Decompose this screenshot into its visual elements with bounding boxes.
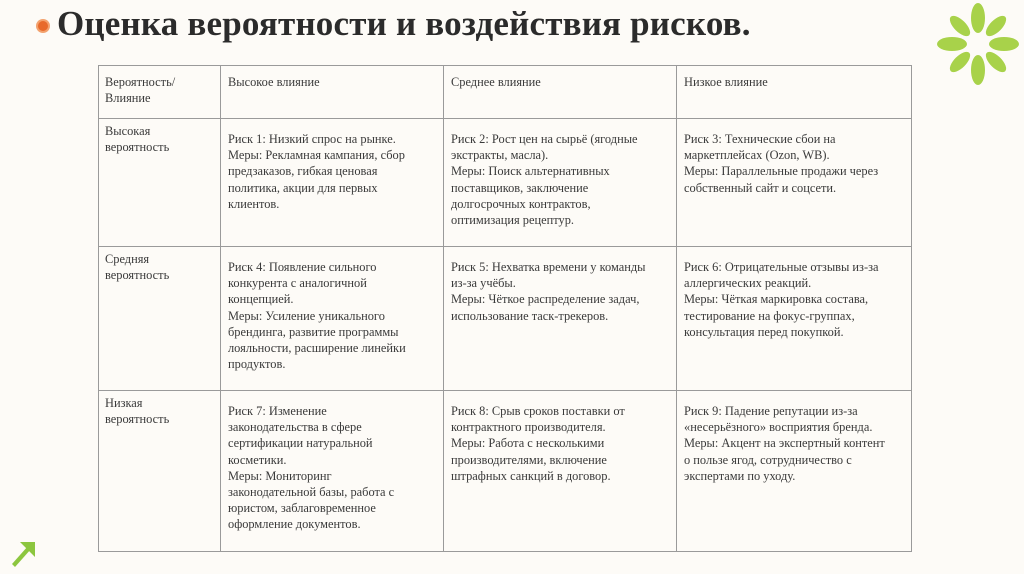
risk-cell-line: Меры: Поиск альтернативных xyxy=(451,164,610,179)
risk-cell xyxy=(444,119,677,247)
risk-cell-line: предзаказов, гибкая ценовая xyxy=(228,164,378,179)
risk-cell xyxy=(677,119,912,247)
risk-cell-line: использование таск-трекеров. xyxy=(451,308,609,323)
risk-cell-line: Риск 3: Технические сбои на xyxy=(684,132,836,146)
corner-header-line: Влияние xyxy=(105,91,151,106)
arrow-icon xyxy=(8,536,38,568)
row-label-line: Средняя xyxy=(105,252,150,266)
risk-cell-line: клиентов. xyxy=(228,196,280,211)
risk-cell-line: продуктов. xyxy=(228,357,286,372)
risk-cell-line: о пользе ягод, сотрудничество с xyxy=(684,452,852,467)
risk-cell xyxy=(677,391,912,552)
risk-cell-line: лояльности, расширение линейки xyxy=(228,341,406,356)
column-header-high: Высокое влияние xyxy=(221,66,444,119)
table-row xyxy=(99,247,912,391)
risk-cell-line: законодательной базы, работа с xyxy=(228,485,395,500)
risk-cell-line: Риск 4: Появление сильного xyxy=(228,260,377,274)
risk-cell-line: долгосрочных контрактов, xyxy=(451,196,591,211)
risk-cell-line: оптимизация рецептур. xyxy=(451,213,574,228)
risk-cell-line: Меры: Чёткая маркировка состава, xyxy=(684,292,869,307)
risk-cell-line: политика, акции для первых xyxy=(228,180,378,195)
risk-cell-line: Меры: Мониторинг xyxy=(228,468,332,483)
column-header-low: Низкое влияние xyxy=(677,66,912,119)
bullet-icon xyxy=(38,21,48,31)
risk-cell xyxy=(221,247,444,391)
risk-cell-line: конкурента с аналогичной xyxy=(228,276,367,291)
row-label-line: вероятность xyxy=(105,140,170,155)
risk-cell-line: из-за учёбы. xyxy=(451,276,516,291)
risk-cell-line: Меры: Усиление уникального xyxy=(228,308,385,323)
risk-cell-line: Меры: Работа с несколькими xyxy=(451,436,605,451)
row-label-line: вероятность xyxy=(105,412,170,427)
table-row xyxy=(99,119,912,247)
risk-cell-line: производителями, включение xyxy=(451,452,607,467)
risk-cell-line: Риск 7: Изменение xyxy=(228,404,327,418)
row-label-cell xyxy=(99,119,221,247)
risk-cell-line: Риск 9: Падение репутации из-за xyxy=(684,404,858,418)
risk-cell-line: «несерьёзного» восприятия бренда. xyxy=(684,420,873,435)
table-row xyxy=(99,391,912,552)
risk-cell-line: концепцией. xyxy=(228,292,294,307)
risk-cell-line: Меры: Чёткое распределение задач, xyxy=(451,292,640,307)
risk-cell xyxy=(221,391,444,552)
risk-cell-line: юристом, заблаговременное xyxy=(228,501,376,516)
risk-cell-line: консультация перед покупкой. xyxy=(684,324,844,339)
risk-cell-line: собственный сайт и соцсети. xyxy=(684,180,837,195)
risk-cell-line: сертификации натуральной xyxy=(228,436,373,451)
risk-cell-line: Риск 6: Отрицательные отзывы из-за xyxy=(684,260,879,274)
row-label-cell xyxy=(99,391,221,552)
row-label-line: вероятность xyxy=(105,268,170,283)
risk-cell-line: Риск 1: Низкий спрос на рынке. xyxy=(228,132,396,146)
risk-cell-line: экспертами по уходу. xyxy=(684,468,796,483)
risk-cell-line: Меры: Параллельные продажи через xyxy=(684,164,879,179)
risk-cell xyxy=(444,391,677,552)
row-label-line: Высокая xyxy=(105,124,151,138)
risk-cell-line: тестирование на фокус-группах, xyxy=(684,308,855,323)
flower-icon xyxy=(934,0,1022,88)
corner-header-line: Вероятность/ xyxy=(105,75,176,89)
column-header-medium: Среднее влияние xyxy=(444,66,677,119)
page-title: Оценка вероятности и воздействия рисков. xyxy=(57,4,751,43)
corner-header-cell xyxy=(99,66,221,119)
risk-cell-line: экстракты, масла). xyxy=(451,148,549,163)
risk-cell xyxy=(677,247,912,391)
risk-cell-line: Риск 2: Рост цен на сырьё (ягодные xyxy=(451,132,638,146)
risk-cell-line: поставщиков, заключение xyxy=(451,180,589,195)
risk-cell-line: оформление документов. xyxy=(228,517,361,532)
risk-cell-line: маркетплейсах (Ozon, WB). xyxy=(684,148,830,163)
risk-cell-line: Риск 8: Срыв сроков поставки от xyxy=(451,404,625,418)
risk-matrix-table xyxy=(98,65,912,552)
risk-cell-line: Меры: Акцент на экспертный контент xyxy=(684,436,885,451)
risk-cell-line: брендинга, развитие программы xyxy=(228,324,399,339)
table-header-row xyxy=(99,66,912,119)
risk-cell-line: аллергических реакций. xyxy=(684,276,812,291)
risk-cell-line: законодательства в сфере xyxy=(228,420,362,435)
risk-cell-line: контрактного производителя. xyxy=(451,420,606,435)
row-label-line: Низкая xyxy=(105,396,143,410)
risk-cell xyxy=(444,247,677,391)
risk-cell xyxy=(221,119,444,247)
risk-cell-line: Риск 5: Нехватка времени у команды xyxy=(451,260,646,274)
risk-cell-line: штрафных санкций в договор. xyxy=(451,468,611,483)
row-label-cell xyxy=(99,247,221,391)
risk-cell-line: косметики. xyxy=(228,452,287,467)
risk-cell-line: Меры: Рекламная кампания, сбор xyxy=(228,148,405,163)
